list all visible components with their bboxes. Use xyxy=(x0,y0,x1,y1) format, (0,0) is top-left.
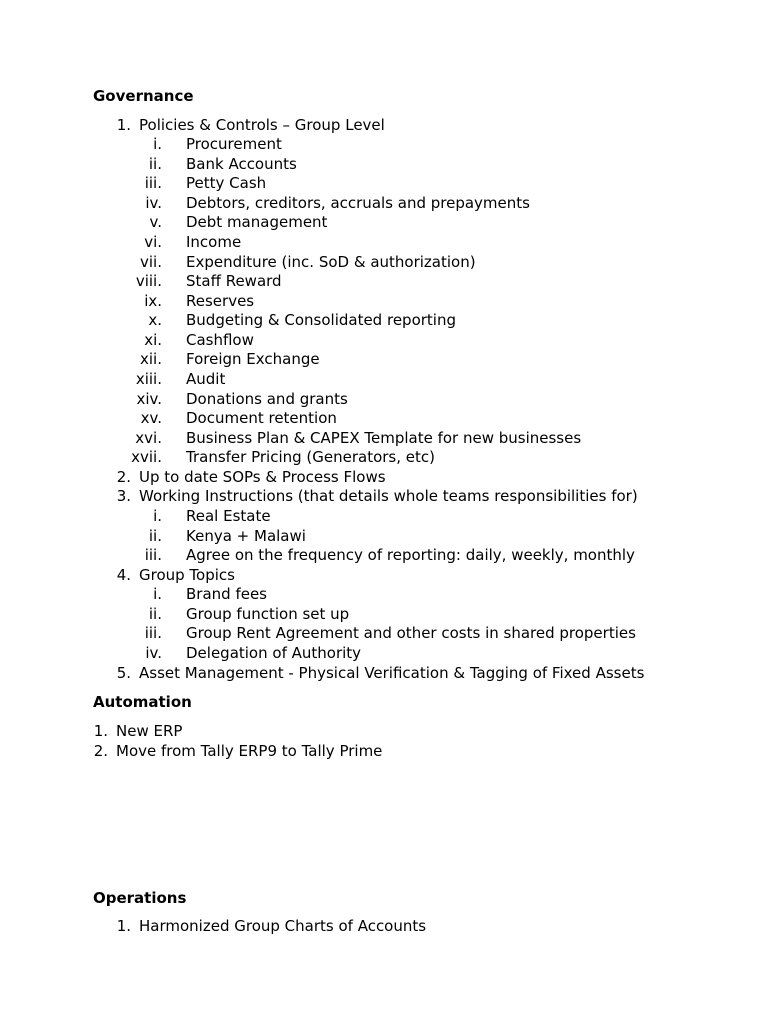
list-text: Harmonized Group Charts of Accounts xyxy=(139,917,427,935)
roman-number: iv. xyxy=(145,194,162,212)
list-number: 1. xyxy=(116,116,131,134)
roman-number: xiv. xyxy=(136,390,162,408)
list-text: Working Instructions (that details whole teams responsibilities for) xyxy=(139,487,638,505)
subitem-text: Transfer Pricing (Generators, etc) xyxy=(186,448,435,466)
subitem-text: Budgeting & Consolidated reporting xyxy=(186,311,456,329)
roman-number: vii. xyxy=(140,253,162,271)
list-number: 3. xyxy=(116,487,131,505)
roman-number: ii. xyxy=(148,605,162,623)
subitem-text: Staff Reward xyxy=(186,272,282,290)
roman-number: iii. xyxy=(144,546,162,564)
subitem-text: Business Plan & CAPEX Template for new businesses xyxy=(186,429,582,447)
subitem-text: Real Estate xyxy=(186,507,271,525)
subitem-text: Expenditure (inc. SoD & authorization) xyxy=(186,253,476,271)
list-number: 1. xyxy=(116,917,131,935)
roman-number: iii. xyxy=(144,174,162,192)
list-text: Move from Tally ERP9 to Tally Prime xyxy=(116,742,383,760)
governance-heading: Governance xyxy=(93,87,194,105)
list-text: Up to date SOPs & Process Flows xyxy=(139,468,386,486)
subitem-text: Reserves xyxy=(186,292,255,310)
subitem-text: Bank Accounts xyxy=(186,155,297,173)
roman-number: i. xyxy=(153,135,162,153)
roman-number: viii. xyxy=(135,272,162,290)
subitem-text: Income xyxy=(186,233,242,251)
list-number: 4. xyxy=(116,566,131,584)
list-text: Policies & Controls – Group Level xyxy=(139,116,385,134)
roman-number: iv. xyxy=(145,644,162,662)
automation-heading: Automation xyxy=(93,693,192,711)
roman-number: xvii. xyxy=(131,448,162,466)
list-text: Group Topics xyxy=(139,566,235,584)
subitem-text: Debt management xyxy=(186,213,328,231)
roman-number: ii. xyxy=(148,527,162,545)
list-text: New ERP xyxy=(116,722,183,740)
list-number: 2. xyxy=(116,468,131,486)
roman-number: xiii. xyxy=(135,370,162,388)
subitem-text: Kenya + Malawi xyxy=(186,527,306,545)
subitem-text: Donations and grants xyxy=(186,390,348,408)
roman-number: xvi. xyxy=(135,429,162,447)
subitem-text: Petty Cash xyxy=(186,174,267,192)
subitem-text: Foreign Exchange xyxy=(186,350,320,368)
roman-number: xii. xyxy=(140,350,162,368)
list-text: Asset Management - Physical Verification & Tagging of Fixed Assets xyxy=(139,664,645,682)
subitem-text: Delegation of Authority xyxy=(186,644,362,662)
roman-number: ii. xyxy=(148,155,162,173)
subitem-text: Agree on the frequency of reporting: daily, weekly, monthly xyxy=(186,546,635,564)
list-number: 1. xyxy=(93,722,108,740)
roman-number: vi. xyxy=(144,233,162,251)
roman-number: i. xyxy=(153,507,162,525)
roman-number: v. xyxy=(149,213,162,231)
subitem-text: Procurement xyxy=(186,135,282,153)
subitem-text: Audit xyxy=(186,370,226,388)
subitem-text: Brand fees xyxy=(186,585,267,603)
operations-heading: Operations xyxy=(93,889,187,907)
subitem-text: Group Rent Agreement and other costs in shared properties xyxy=(186,624,636,642)
list-number: 5. xyxy=(116,664,131,682)
roman-number: x. xyxy=(148,311,162,329)
roman-number: i. xyxy=(153,585,162,603)
subitem-text: Document retention xyxy=(186,409,337,427)
subitem-text: Debtors, creditors, accruals and prepayments xyxy=(186,194,530,212)
roman-number: xi. xyxy=(144,331,162,349)
roman-number: iii. xyxy=(144,624,162,642)
list-number: 2. xyxy=(93,742,108,760)
subitem-text: Group function set up xyxy=(186,605,350,623)
roman-number: xv. xyxy=(140,409,162,427)
roman-number: ix. xyxy=(144,292,162,310)
subitem-text: Cashflow xyxy=(186,331,254,349)
